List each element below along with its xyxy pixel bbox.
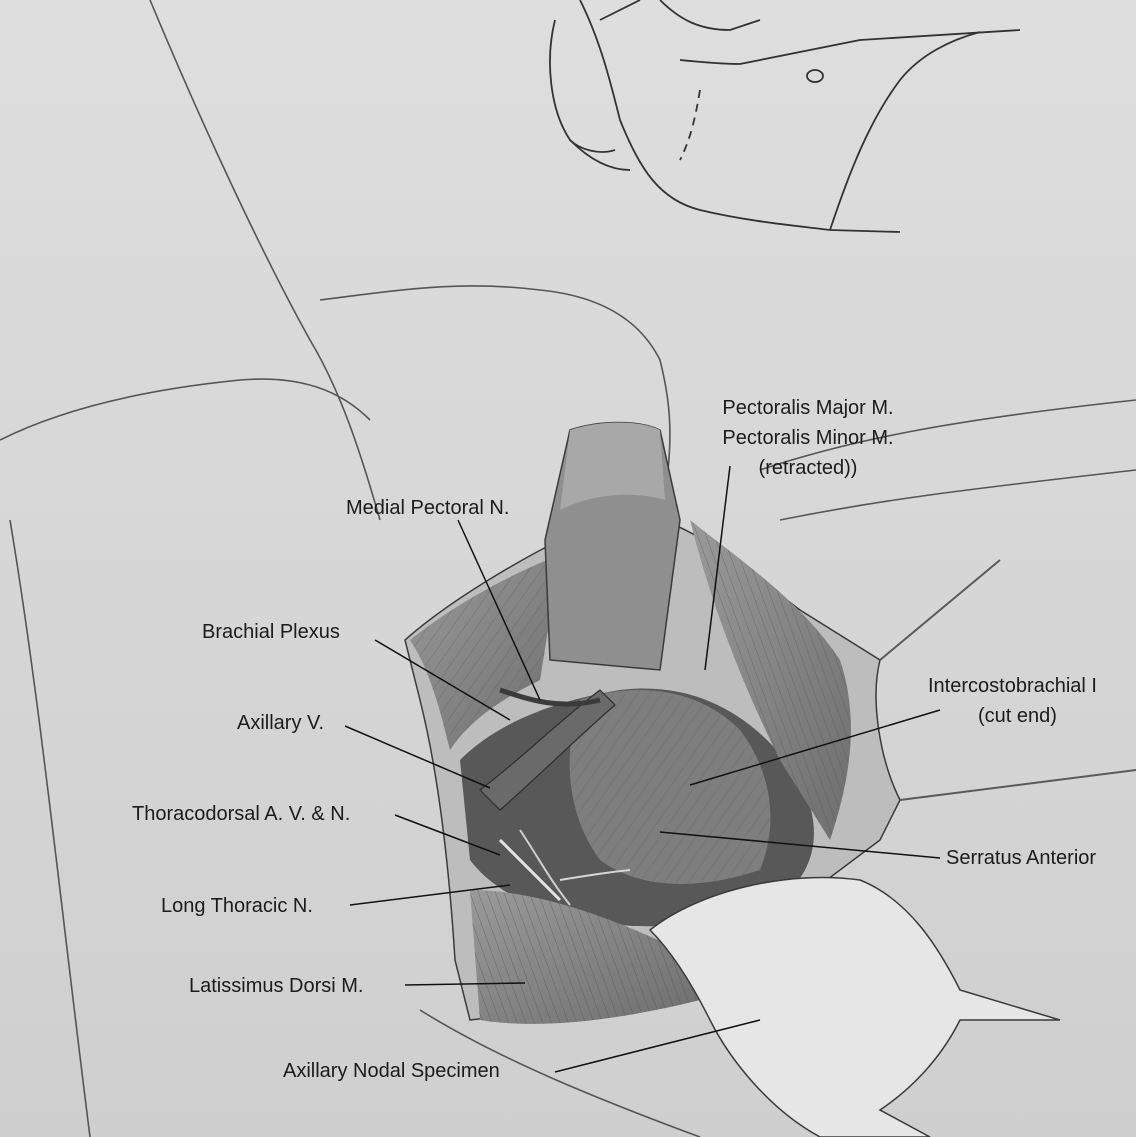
label-axillary-vein: Axillary V.	[237, 712, 325, 734]
label-latissimus-dorsi: Latissimus Dorsi M.	[189, 975, 364, 997]
label-pectoralis-major: Pectoralis Major M.	[722, 397, 894, 419]
label-axillary-nodal-specimen: Axillary Nodal Specimen	[283, 1060, 500, 1082]
label-medial-pectoral-nerve: Medial Pectoral N.	[346, 497, 510, 519]
label-intercostobrachial: Intercostobrachial I	[928, 675, 1097, 697]
label-cut-end: (cut end)	[978, 705, 1057, 727]
label-serratus-anterior: Serratus Anterior	[946, 847, 1097, 869]
label-pectoralis-minor: Pectoralis Minor M.	[722, 427, 894, 449]
label-thoracodorsal: Thoracodorsal A. V. & N.	[132, 803, 351, 825]
label-long-thoracic-nerve: Long Thoracic N.	[161, 895, 313, 917]
label-brachial-plexus: Brachial Plexus	[202, 621, 340, 643]
label-retracted: (retracted))	[758, 457, 858, 479]
